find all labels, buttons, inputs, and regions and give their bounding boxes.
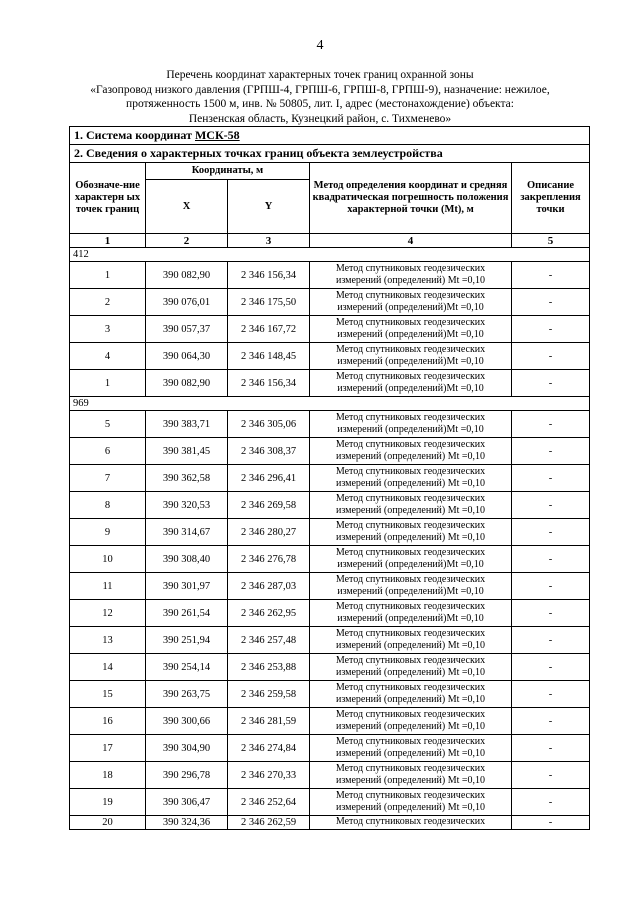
coordinate-x: 390 082,90 (146, 370, 228, 397)
point-number: 20 (70, 816, 146, 830)
coordinate-x: 390 254,14 (146, 654, 228, 681)
point-number: 1 (70, 370, 146, 397)
coordinate-x: 390 304,90 (146, 735, 228, 762)
point-number: 14 (70, 654, 146, 681)
section-points-label: 2. Сведения о характерных точках границ объекта землеустройства (70, 145, 590, 163)
point-number: 17 (70, 735, 146, 762)
point-description: - (512, 438, 590, 465)
coordinate-y: 2 346 287,03 (228, 573, 310, 600)
coordinate-x: 390 362,58 (146, 465, 228, 492)
method-line: Метод спутниковых геодезических (335, 762, 486, 774)
group-label: 412 (70, 248, 590, 262)
coordinate-y: 2 346 296,41 (228, 465, 310, 492)
method-line: измерений (определений)Mt =0,10 (337, 586, 484, 597)
section-points (70, 145, 590, 163)
table-row (70, 262, 590, 289)
method-line: Метод спутниковых геодезических (335, 343, 486, 355)
table-row (70, 735, 590, 762)
point-description: - (512, 735, 590, 762)
coordinate-y: 2 346 253,88 (228, 654, 310, 681)
coordinate-x: 390 057,37 (146, 316, 228, 343)
method-line: измерений (определений) Mt =0,10 (335, 667, 486, 678)
coordinate-y: 2 346 262,59 (228, 816, 310, 830)
page-number: 4 (316, 38, 324, 53)
point-description: - (512, 600, 590, 627)
header-coordinates: Координаты, м (146, 163, 310, 180)
column-number: 4 (310, 234, 512, 248)
point-description: - (512, 343, 590, 370)
coordinate-x: 390 314,67 (146, 519, 228, 546)
coordinate-x: 390 263,75 (146, 681, 228, 708)
point-number: 7 (70, 465, 146, 492)
method-line: измерений (определений)Mt =0,10 (337, 383, 484, 394)
method-line: измерений (определений) Mt =0,10 (335, 451, 486, 462)
method-cell (310, 654, 512, 681)
point-number: 6 (70, 438, 146, 465)
table-row (70, 816, 590, 830)
coordinate-x: 390 383,71 (146, 411, 228, 438)
coordinate-x: 390 320,53 (146, 492, 228, 519)
document-title (40, 68, 600, 126)
group-label: 969 (70, 397, 590, 411)
coordinate-y: 2 346 270,33 (228, 762, 310, 789)
point-description: - (512, 316, 590, 343)
method-cell (310, 262, 512, 289)
point-description: - (512, 654, 590, 681)
table-row (70, 316, 590, 343)
point-description: - (512, 816, 590, 830)
coordinate-y: 2 346 167,72 (228, 316, 310, 343)
coordinates-table (69, 126, 590, 830)
method-cell (310, 681, 512, 708)
table-row (70, 370, 590, 397)
point-number: 1 (70, 262, 146, 289)
coordinate-y: 2 346 281,59 (228, 708, 310, 735)
table-row (70, 627, 590, 654)
table-row (70, 708, 590, 735)
method-line: измерений (определений) Mt =0,10 (335, 478, 486, 489)
method-cell (310, 343, 512, 370)
coordinate-y: 2 346 276,78 (228, 546, 310, 573)
coordinate-x: 390 308,40 (146, 546, 228, 573)
coordinate-system-value: МСК-58 (194, 128, 240, 142)
method-line: Метод спутниковых геодезических (335, 735, 486, 747)
point-number: 19 (70, 789, 146, 816)
method-cell (310, 708, 512, 735)
point-number: 3 (70, 316, 146, 343)
column-number: 5 (512, 234, 590, 248)
coordinate-x: 390 381,45 (146, 438, 228, 465)
point-number: 8 (70, 492, 146, 519)
method-line: измерений (определений) Mt =0,10 (335, 721, 486, 732)
table-row (70, 343, 590, 370)
point-number: 2 (70, 289, 146, 316)
coordinate-x: 390 324,36 (146, 816, 228, 830)
coordinate-x: 390 261,54 (146, 600, 228, 627)
title-line: Пензенская область, Кузнецкий район, с. Тихменево» (188, 112, 452, 125)
method-line: Метод спутниковых геодезических (335, 289, 486, 301)
method-line: Метод спутниковых геодезических (335, 316, 486, 328)
coordinate-y: 2 346 252,64 (228, 789, 310, 816)
column-number: 1 (70, 234, 146, 248)
column-number: 3 (228, 234, 310, 248)
method-line: измерений (определений) Mt =0,10 (335, 748, 486, 759)
method-line: измерений (определений) Mt =0,10 (335, 505, 486, 516)
method-line: Метод спутниковых геодезических (335, 492, 486, 504)
header-row (70, 163, 590, 180)
point-number: 16 (70, 708, 146, 735)
point-description: - (512, 762, 590, 789)
point-number: 5 (70, 411, 146, 438)
method-line: Метод спутниковых геодезических (335, 465, 486, 477)
method-line: измерений (определений) Mt =0,10 (335, 694, 486, 705)
method-cell (310, 573, 512, 600)
point-description: - (512, 262, 590, 289)
table-row (70, 546, 590, 573)
method-cell (310, 546, 512, 573)
table-row (70, 438, 590, 465)
method-line: Метод спутниковых геодезических (335, 654, 486, 666)
coordinate-y: 2 346 148,45 (228, 343, 310, 370)
point-number: 18 (70, 762, 146, 789)
point-description: - (512, 370, 590, 397)
method-line: Метод спутниковых геодезических (335, 370, 486, 382)
column-number: 2 (146, 234, 228, 248)
coordinate-x: 390 082,90 (146, 262, 228, 289)
method-cell (310, 438, 512, 465)
method-line: измерений (определений)Mt =0,10 (337, 329, 484, 340)
header-method: Метод определения координат и средняя квадратическая погрешность положения характерной точки (Mt), м (310, 163, 512, 234)
coordinate-y: 2 346 262,95 (228, 600, 310, 627)
method-line: измерений (определений)Mt =0,10 (337, 424, 484, 435)
point-number: 11 (70, 573, 146, 600)
coordinate-y: 2 346 156,34 (228, 262, 310, 289)
coordinate-y: 2 346 274,84 (228, 735, 310, 762)
method-line: Метод спутниковых геодезических (335, 627, 486, 639)
point-description: - (512, 289, 590, 316)
point-description: - (512, 573, 590, 600)
point-description: - (512, 708, 590, 735)
point-number: 15 (70, 681, 146, 708)
table-row (70, 289, 590, 316)
method-cell (310, 370, 512, 397)
method-line: Метод спутниковых геодезических (335, 411, 486, 423)
section-coordinate-system (70, 127, 590, 145)
method-cell (310, 789, 512, 816)
title-line: протяженность 1500 м, инв. № 50805, лит. I, адрес (местонахождение) объекта: (126, 98, 514, 110)
table-row (70, 465, 590, 492)
method-cell (310, 519, 512, 546)
coordinate-y: 2 346 269,58 (228, 492, 310, 519)
point-description: - (512, 492, 590, 519)
coordinate-y: 2 346 280,27 (228, 519, 310, 546)
point-number: 4 (70, 343, 146, 370)
method-line: измерений (определений) Mt =0,10 (335, 640, 486, 651)
table-row (70, 573, 590, 600)
method-cell: Метод спутниковых геодезических (310, 816, 512, 830)
method-line: измерений (определений)Mt =0,10 (337, 613, 484, 624)
point-description: - (512, 465, 590, 492)
point-number: 13 (70, 627, 146, 654)
method-cell (310, 289, 512, 316)
method-line: Метод спутниковых геодезических (335, 600, 486, 612)
header-y: Y (228, 180, 310, 234)
point-description: - (512, 519, 590, 546)
point-description: - (512, 411, 590, 438)
coordinate-y: 2 346 257,48 (228, 627, 310, 654)
method-line: измерений (определений) Mt =0,10 (335, 532, 486, 543)
method-cell (310, 762, 512, 789)
point-description: - (512, 546, 590, 573)
table-row (70, 492, 590, 519)
method-line: измерений (определений) Mt =0,10 (335, 275, 486, 286)
table-row (70, 681, 590, 708)
method-cell (310, 316, 512, 343)
table-row (70, 411, 590, 438)
method-line: Метод спутниковых геодезических (335, 573, 486, 585)
coordinate-x: 390 296,78 (146, 762, 228, 789)
method-line: Метод спутниковых геодезических (335, 708, 486, 720)
coordinate-y: 2 346 259,58 (228, 681, 310, 708)
coordinate-x: 390 076,01 (146, 289, 228, 316)
coordinate-x: 390 251,94 (146, 627, 228, 654)
method-line: Метод спутниковых геодезических (335, 681, 486, 693)
point-description: - (512, 789, 590, 816)
point-number: 10 (70, 546, 146, 573)
table-row (70, 789, 590, 816)
method-line: измерений (определений) Mt =0,10 (335, 802, 486, 813)
method-line: Метод спутниковых геодезических (335, 262, 486, 274)
column-numbers-row (70, 234, 590, 248)
method-cell (310, 735, 512, 762)
point-number: 12 (70, 600, 146, 627)
title-line: Перечень координат характерных точек границ охранной зоны (166, 69, 474, 81)
method-line: Метод спутниковых геодезических (335, 789, 486, 801)
method-line: Метод спутниковых геодезических (335, 438, 486, 450)
coordinate-x: 390 300,66 (146, 708, 228, 735)
method-line: Метод спутниковых геодезических (335, 546, 486, 558)
coordinate-x: 390 064,30 (146, 343, 228, 370)
method-cell (310, 627, 512, 654)
point-description: - (512, 681, 590, 708)
coordinate-y: 2 346 308,37 (228, 438, 310, 465)
method-cell (310, 465, 512, 492)
method-line: измерений (определений) Mt =0,10 (335, 775, 486, 786)
coordinate-x: 390 306,47 (146, 789, 228, 816)
method-line: измерений (определений)Mt =0,10 (337, 356, 484, 367)
table-row (70, 762, 590, 789)
coordinate-y: 2 346 305,06 (228, 411, 310, 438)
header-description: Описание закрепления точки (512, 163, 590, 234)
title-line: «Газопровод низкого давления (ГРПШ-4, ГРПШ-6, ГРПШ-8, ГРПШ-9), назначение: нежилое, (90, 83, 550, 96)
method-cell (310, 600, 512, 627)
group-row (70, 248, 590, 262)
coordinate-y: 2 346 156,34 (228, 370, 310, 397)
point-description: - (512, 627, 590, 654)
method-line: Метод спутниковых геодезических (335, 519, 486, 531)
header-designation: Обозначе-ние характерн ых точек границ (70, 163, 146, 234)
method-cell (310, 411, 512, 438)
group-row (70, 397, 590, 411)
table-row (70, 654, 590, 681)
method-line: измерений (определений)Mt =0,10 (337, 559, 484, 570)
coordinate-x: 390 301,97 (146, 573, 228, 600)
method-line: измерений (определений)Mt =0,10 (337, 302, 484, 313)
table-row (70, 600, 590, 627)
coordinate-y: 2 346 175,50 (228, 289, 310, 316)
section-label: 1. Система координат (74, 128, 195, 142)
method-cell (310, 492, 512, 519)
point-number: 9 (70, 519, 146, 546)
table-row (70, 519, 590, 546)
header-x: X (146, 180, 228, 234)
